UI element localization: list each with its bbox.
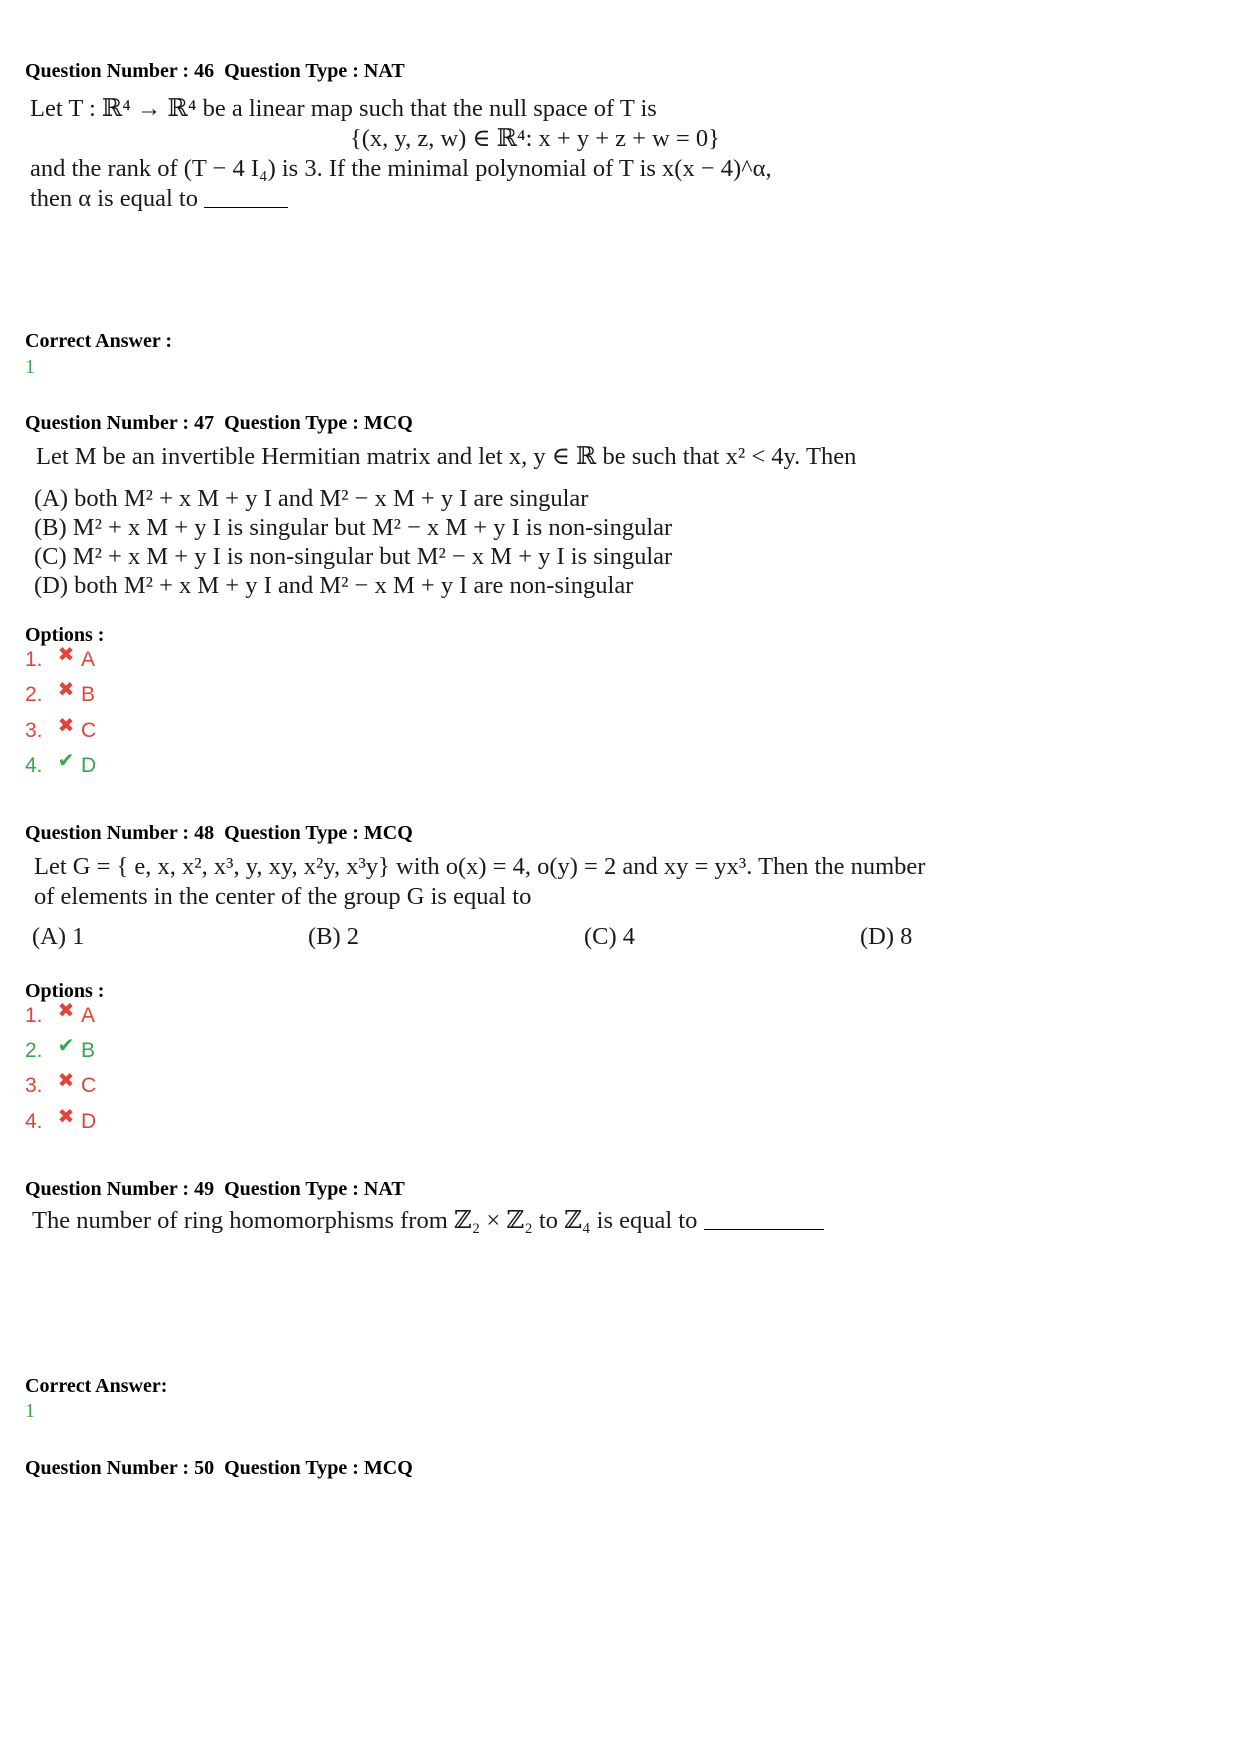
- q47-option-2: 2. ✖ B: [25, 678, 96, 706]
- question-50-header: Question Number : 50 Question Type : MCQ: [25, 1457, 413, 1479]
- options-label: Options :: [25, 980, 105, 1002]
- question-48-choices: [32, 922, 1136, 952]
- checkmark-icon: ✔: [57, 749, 75, 772]
- q47-option-1: 1. ✖ A: [25, 643, 96, 671]
- q47-stem: Let M be an invertible Hermitian matrix and let x, y ∈ ℝ be such that x² < 4y. Then: [36, 443, 857, 470]
- question-49-statement: [32, 1206, 824, 1236]
- checkmark-icon: ✔: [57, 1034, 75, 1057]
- correct-answer-value: 1: [25, 1400, 35, 1422]
- q48-line-2: of elements in the center of the group G is equal to: [34, 883, 532, 910]
- q47-choice-c: (C) M² + x M + y I is non-singular but M² − x M + y I is singular: [34, 543, 673, 570]
- q48-choice-c: (C) 4: [584, 923, 636, 950]
- cross-icon: ✖: [57, 1069, 75, 1092]
- question-46-statement: [30, 94, 772, 214]
- q47-option-3: 3. ✖ C: [25, 714, 97, 742]
- q47-choice-b: (B) M² + x M + y I is singular but M² − x M + y I is non-singular: [34, 514, 673, 541]
- q48-choice-a: (A) 1: [32, 923, 85, 950]
- question-47-header: Question Number : 47 Question Type : MCQ: [25, 412, 413, 434]
- q46-line-1: Let T : ℝ⁴ → ℝ⁴ be a linear map such that the null space of T is: [30, 95, 657, 122]
- cross-icon: ✖: [57, 643, 75, 666]
- question-47-statement: [36, 442, 856, 472]
- q48-choice-d: (D) 8: [860, 923, 913, 950]
- q46-line-4: then α is equal to: [30, 185, 198, 212]
- answer-blank: [704, 1207, 824, 1230]
- question-48-statement: [34, 852, 925, 912]
- cross-icon: ✖: [57, 999, 75, 1022]
- q48-option-2: 2. ✔ B: [25, 1034, 96, 1062]
- q48-option-3: 3. ✖ C: [25, 1069, 97, 1097]
- correct-answer-label: Correct Answer:: [25, 1375, 168, 1397]
- question-47-choices: [34, 484, 672, 600]
- options-label: Options :: [25, 624, 105, 646]
- correct-answer-label: Correct Answer :: [25, 330, 172, 352]
- q47-option-4: 4. ✔ D: [25, 749, 97, 777]
- q46-line-3: and the rank of (T − 4 I₄) is 3. If the minimal polynomial of T is x(x − 4)^α,: [30, 155, 772, 182]
- cross-icon: ✖: [57, 678, 75, 701]
- q48-option-1: 1. ✖ A: [25, 999, 96, 1027]
- q47-choice-d: (D) both M² + x M + y I and M² − x M + y I are non-singular: [34, 572, 634, 599]
- question-46-header: Question Number : 46 Question Type : NAT: [25, 60, 405, 82]
- q48-line-1: Let G = { e, x, x², x³, y, xy, x²y, x³y} with o(x) = 4, o(y) = 2 and xy = yx³. Then the number: [34, 853, 926, 880]
- q49-stem: The number of ring homomorphisms from ℤ₂ × ℤ₂ to ℤ₄ is equal to: [32, 1207, 698, 1234]
- question-48-header: Question Number : 48 Question Type : MCQ: [25, 822, 413, 844]
- cross-icon: ✖: [57, 1105, 75, 1128]
- question-49-header: Question Number : 49 Question Type : NAT: [25, 1178, 405, 1200]
- q47-choice-a: (A) both M² + x M + y I and M² − x M + y I are singular: [34, 485, 589, 512]
- correct-answer-value: 1: [25, 356, 35, 378]
- answer-blank: [204, 185, 288, 208]
- cross-icon: ✖: [57, 714, 75, 737]
- q48-choice-b: (B) 2: [308, 923, 360, 950]
- q46-line-2: {(x, y, z, w) ∈ ℝ⁴: x + y + z + w = 0}: [350, 125, 720, 152]
- q48-option-4: 4. ✖ D: [25, 1105, 97, 1133]
